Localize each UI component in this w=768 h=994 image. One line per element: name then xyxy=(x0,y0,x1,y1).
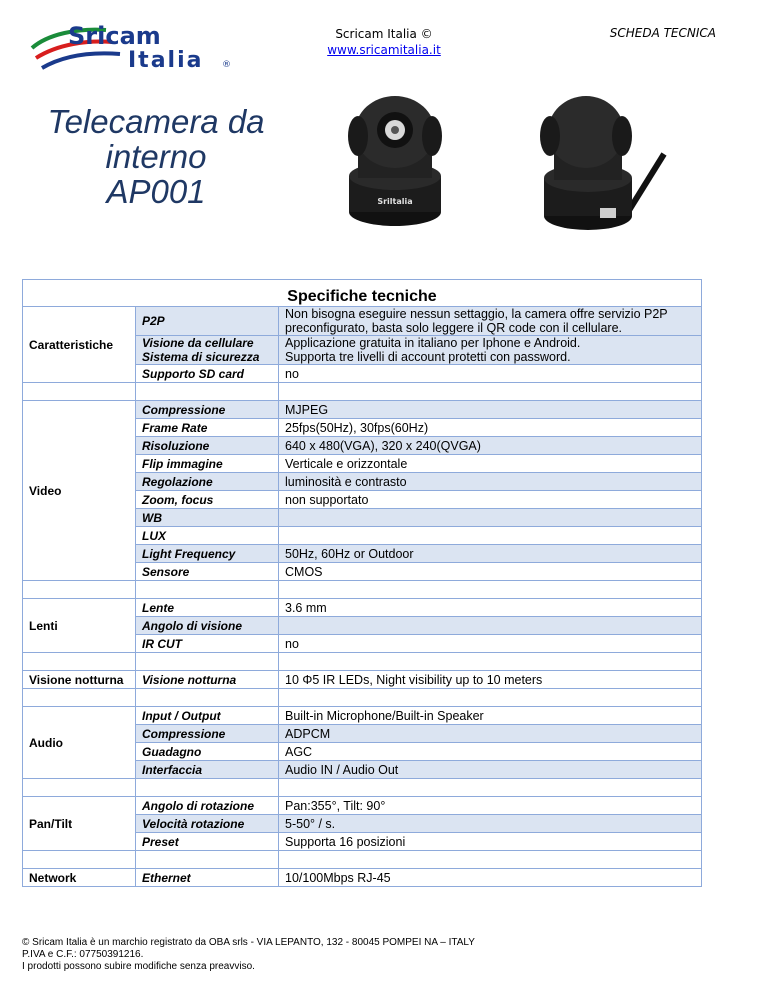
company-name: Scricam Italia © xyxy=(335,27,433,41)
spec-row xyxy=(23,797,702,815)
spacer-row xyxy=(23,689,702,707)
section-label: Network xyxy=(23,869,136,887)
spec-label: Light Frequency xyxy=(136,545,279,563)
footer-line-1: © Sricam Italia è un marchio registrato da OBA srls - VIA LEPANTO, 132 - 80045 POMPEI NA – ITALY xyxy=(22,937,475,948)
footer xyxy=(22,937,475,973)
svg-text:Sriltalia: Sriltalia xyxy=(377,197,413,206)
spacer-cell xyxy=(136,383,279,401)
spacer-cell xyxy=(279,383,702,401)
spacer-cell xyxy=(23,653,136,671)
spacer-row xyxy=(23,851,702,869)
spacer-cell xyxy=(279,779,702,797)
spec-value: MJPEG xyxy=(279,401,702,419)
spec-value: AGC xyxy=(279,743,702,761)
spacer-row xyxy=(23,383,702,401)
spec-value xyxy=(279,527,702,545)
spec-row xyxy=(23,401,702,419)
svg-text:Sricam: Sricam xyxy=(68,22,161,50)
camera-front-image xyxy=(340,92,450,232)
spec-label: Visione da cellulare Sistema di sicurezza xyxy=(136,336,279,365)
spec-label: IR CUT xyxy=(136,635,279,653)
spec-label: Input / Output xyxy=(136,707,279,725)
website-link[interactable]: www.sricamitalia.it xyxy=(327,43,441,57)
spacer-cell xyxy=(23,851,136,869)
spec-label: Risoluzione xyxy=(136,437,279,455)
spacer-cell xyxy=(23,779,136,797)
spec-value: non supportato xyxy=(279,491,702,509)
spec-value: 5-50° / s. xyxy=(279,815,702,833)
spacer-row xyxy=(23,653,702,671)
spec-label: Preset xyxy=(136,833,279,851)
spec-label: Ethernet xyxy=(136,869,279,887)
spacer-row xyxy=(23,779,702,797)
spec-value: Non bisogna eseguire nessun settaggio, la camera offre servizio P2P preconfigurato, basta solo leggere il QR code con il cellulare. xyxy=(279,307,702,336)
spec-value: 640 x 480(VGA), 320 x 240(QVGA) xyxy=(279,437,702,455)
svg-text:®: ® xyxy=(222,60,231,70)
spec-label: Angolo di visione xyxy=(136,617,279,635)
document-type: SCHEDA TECNICA xyxy=(609,26,716,40)
spec-row xyxy=(23,707,702,725)
spec-label: Angolo di rotazione xyxy=(136,797,279,815)
spacer-cell xyxy=(136,851,279,869)
spec-value: luminosità e contrasto xyxy=(279,473,702,491)
spacer-cell xyxy=(23,689,136,707)
spec-value: 3.6 mm xyxy=(279,599,702,617)
spec-label: Lente xyxy=(136,599,279,617)
spacer-cell xyxy=(136,779,279,797)
spec-value: Built-in Microphone/Built-in Speaker xyxy=(279,707,702,725)
spec-value: Verticale e orizzontale xyxy=(279,455,702,473)
spec-label: Velocità rotazione xyxy=(136,815,279,833)
section-label: Audio xyxy=(23,707,136,779)
spec-value: 25fps(50Hz), 30fps(60Hz) xyxy=(279,419,702,437)
section-label: Pan/Tilt xyxy=(23,797,136,851)
spec-label: WB xyxy=(136,509,279,527)
spec-row xyxy=(23,307,702,336)
spec-row xyxy=(23,671,702,689)
spec-value: Pan:355°, Tilt: 90° xyxy=(279,797,702,815)
camera-back-image xyxy=(528,92,668,234)
spec-value: CMOS xyxy=(279,563,702,581)
spec-label: Regolazione xyxy=(136,473,279,491)
spec-value: no xyxy=(279,365,702,383)
spacer-cell xyxy=(23,383,136,401)
spec-label: Flip immagine xyxy=(136,455,279,473)
spacer-cell xyxy=(279,581,702,599)
spec-label: Visione notturna xyxy=(136,671,279,689)
spec-label: Compressione xyxy=(136,725,279,743)
spacer-cell xyxy=(136,689,279,707)
spec-value xyxy=(279,617,702,635)
spec-label: LUX xyxy=(136,527,279,545)
spec-table xyxy=(22,279,702,887)
spacer-cell xyxy=(279,689,702,707)
section-label: Visione notturna xyxy=(23,671,136,689)
spec-label: Frame Rate xyxy=(136,419,279,437)
spec-label: P2P xyxy=(136,307,279,336)
spacer-cell xyxy=(279,851,702,869)
spacer-row xyxy=(23,581,702,599)
spec-value: 10 Φ5 IR LEDs, Night visibility up to 10 meters xyxy=(279,671,702,689)
spec-value: Applicazione gratuita in italiano per Iphone e Android. Supporta tre livelli di account protetti con password. xyxy=(279,336,702,365)
spec-table-heading: Specifiche tecniche xyxy=(23,280,702,307)
title-line-2: interno xyxy=(105,138,207,175)
spec-label: Supporto SD card xyxy=(136,365,279,383)
spec-label: Interfaccia xyxy=(136,761,279,779)
footer-line-2: P.IVA e C.F.: 07750391216. xyxy=(22,949,144,960)
footer-line-3: I prodotti possono subire modifiche senza preavviso. xyxy=(22,961,255,972)
spec-row xyxy=(23,869,702,887)
spec-label: Guadagno xyxy=(136,743,279,761)
spacer-cell xyxy=(136,653,279,671)
svg-text:Italia: Italia xyxy=(128,48,204,72)
spec-label: Sensore xyxy=(136,563,279,581)
spec-label: Compressione xyxy=(136,401,279,419)
title-line-3: AP001 xyxy=(106,173,206,210)
spec-value: Supporta 16 posizioni xyxy=(279,833,702,851)
spec-row xyxy=(23,599,702,617)
title-line-1: Telecamera da xyxy=(47,103,265,140)
spacer-cell xyxy=(23,581,136,599)
spacer-cell xyxy=(136,581,279,599)
spec-value: no xyxy=(279,635,702,653)
spec-value: 50Hz, 60Hz or Outdoor xyxy=(279,545,702,563)
product-title xyxy=(20,104,292,209)
spec-value: ADPCM xyxy=(279,725,702,743)
section-label: Caratteristiche xyxy=(23,307,136,383)
spacer-cell xyxy=(279,653,702,671)
spec-value: 10/100Mbps RJ-45 xyxy=(279,869,702,887)
section-label: Video xyxy=(23,401,136,581)
spec-label: Zoom, focus xyxy=(136,491,279,509)
spec-value: Audio IN / Audio Out xyxy=(279,761,702,779)
section-label: Lenti xyxy=(23,599,136,653)
spec-value xyxy=(279,509,702,527)
